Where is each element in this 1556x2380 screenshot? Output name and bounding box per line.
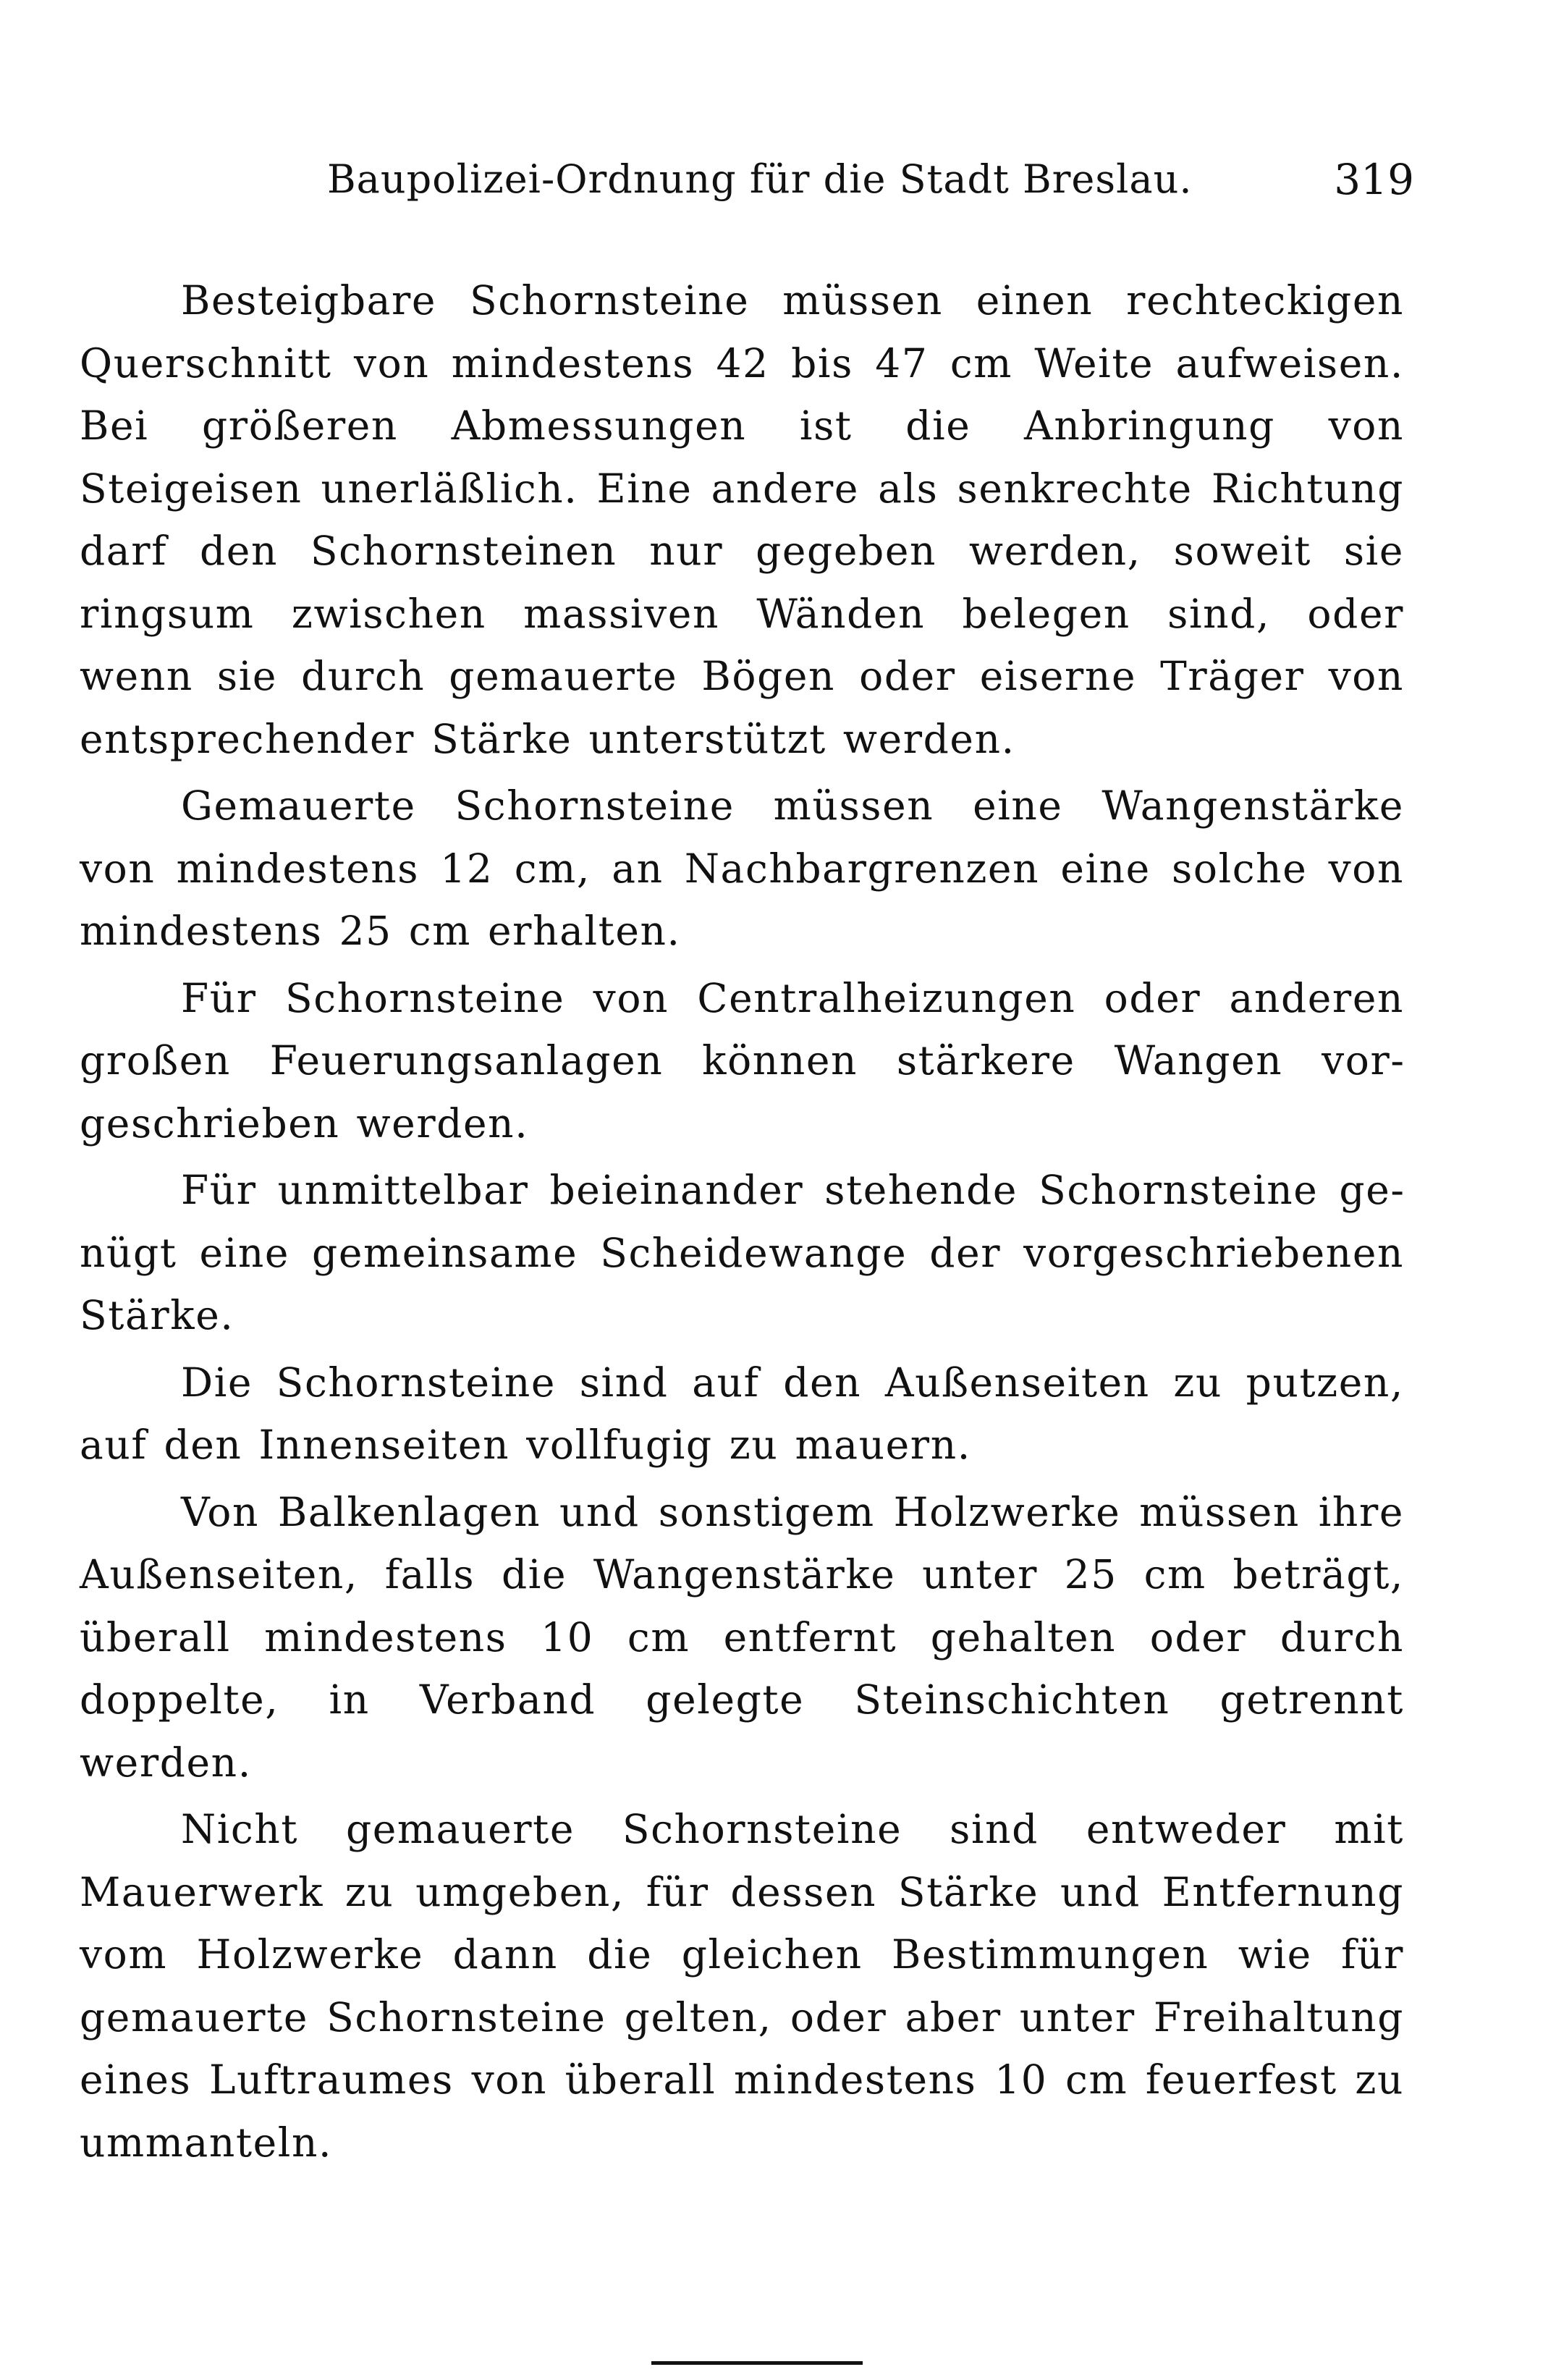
paragraph-plastering: Die Schornsteine sind auf den Außenseiten zu putzen, auf den Innenseiten vollfugig zu mauern. xyxy=(80,1359,1404,1468)
paragraph-non-masonry-chimneys: Nicht gemauerte Schornsteine sind entweder mit Mauerwerk zu umgeben, für dessen Stärke und Entfernung vom Holzwerke dann die gleichen Bestimmungen wie für gemauerte Schornsteine gelten, oder aber unter Freihaltung eines Luftraumes von überall mindestens 10 cm feuerfest zu ummanteln. xyxy=(80,1806,1404,2166)
text-body xyxy=(80,269,1404,2178)
running-header xyxy=(80,151,1426,208)
paragraph-climbable-chimneys: Besteigbare Schornsteine müssen einen rechteckigen Querschnitt von mindestens 42 bis 47 cm Weite aufweisen. Bei größeren Abmessungen ist die Anbringung von Steigeisen unerläßlich. Eine andere als senkrechte Richtung darf den Schornsteinen nur gegeben werden, soweit sie ringsum zwischen massiven Wänden belegen sind, oder wenn sie durch gemauerte Bögen oder eiserne Träger von entsprechender Stärke unterstützt werden. xyxy=(80,277,1404,762)
header-title: Baupolizei-Ordnung für die Stadt Breslau. xyxy=(327,156,1193,202)
paragraph-timber-distance: Von Balkenlagen und sonstigem Holzwerke müssen ihre Außenseiten, falls die Wangenstärke unter 25 cm beträgt, überall mindestens 10 cm entfernt gehalten oder durch doppelte, in Verband gelegte Steinschichten getrennt werden. xyxy=(80,1488,1404,1786)
footer-rule xyxy=(651,2361,863,2365)
paragraph-wall-thickness: Gemauerte Schornsteine müssen eine Wangenstärke von mindestens 12 cm, an Nachbargrenzen eine solche von mindestens 25 cm erhalten. xyxy=(80,782,1404,954)
paragraph-central-heating: Für Schornsteine von Centralheizungen oder anderen großen Feuerungsanlagen können stärkere Wangen vorgeschrieben werden. xyxy=(80,974,1404,1147)
page-number: 319 xyxy=(1334,155,1414,204)
paragraph-shared-partition: Für unmittelbar beieinander stehende Schornsteine genügt eine gemeinsame Scheidewange der vorgeschriebenen Stärke. xyxy=(80,1167,1404,1338)
